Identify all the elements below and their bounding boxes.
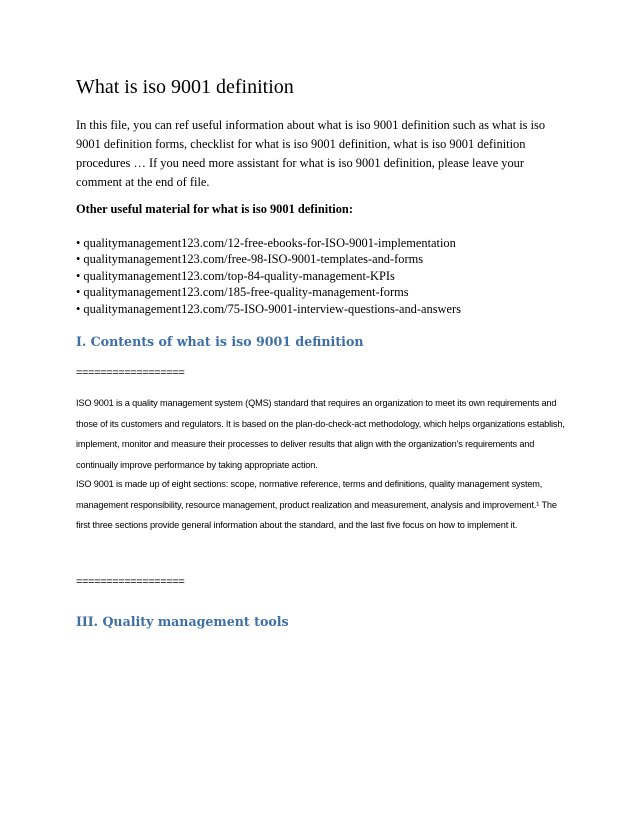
link-item[interactable]: • qualitymanagement123.com/75-ISO-9001-interview-questions-and-answers [76,301,461,316]
link-item[interactable]: • qualitymanagement123.com/12-free-ebooks-for-ISO-9001-implementation [76,236,456,250]
intro-paragraph: In this file, you can ref useful information about what is iso 9001 definition such as what is iso 9001 definition forms, checklist for what is iso 9001 definition, what is iso 9001 definition procedures … If you need more assistant for what is iso 9001 definition, please leave your comment at the end of file. [76,118,546,189]
divider-line: ================== [76,367,185,379]
body-paragraph: ISO 9001 is made up of eight sections: scope, normative reference, terms and definitions, quality management system, management responsibility, resource management, product realization and measurement, analysis and improvement.¹ The first three sections provide general information about the standard, and the last five focus on how to implement it. [76,479,557,530]
page-title: What is iso 9001 definition [76,76,294,98]
body-paragraph: ISO 9001 is a quality management system (QMS) standard that requires an organization to meet its own requirements and those of its customers and regulators. It is based on the plan-do-check-act methodology, which helps organizations establish, implement, monitor and measure their processes to deliver results that align with the organization’s requirements and continually improve performance by taking appropriate action. [76,398,565,470]
link-item[interactable]: • qualitymanagement123.com/free-98-ISO-9001-templates-and-forms [76,252,424,267]
useful-material-heading: Other useful material for what is iso 9001 definition: [76,202,353,216]
divider-line: ================== [76,576,185,588]
useful-links-list [76,235,461,317]
section-heading-tools: III. Quality management tools [76,614,289,629]
section-heading-contents: I. Contents of what is iso 9001 definition [76,334,364,349]
link-item[interactable]: • qualitymanagement123.com/top-84-quality-management-KPIs [76,268,395,283]
link-item[interactable]: • qualitymanagement123.com/185-free-quality-management-forms [76,285,409,300]
